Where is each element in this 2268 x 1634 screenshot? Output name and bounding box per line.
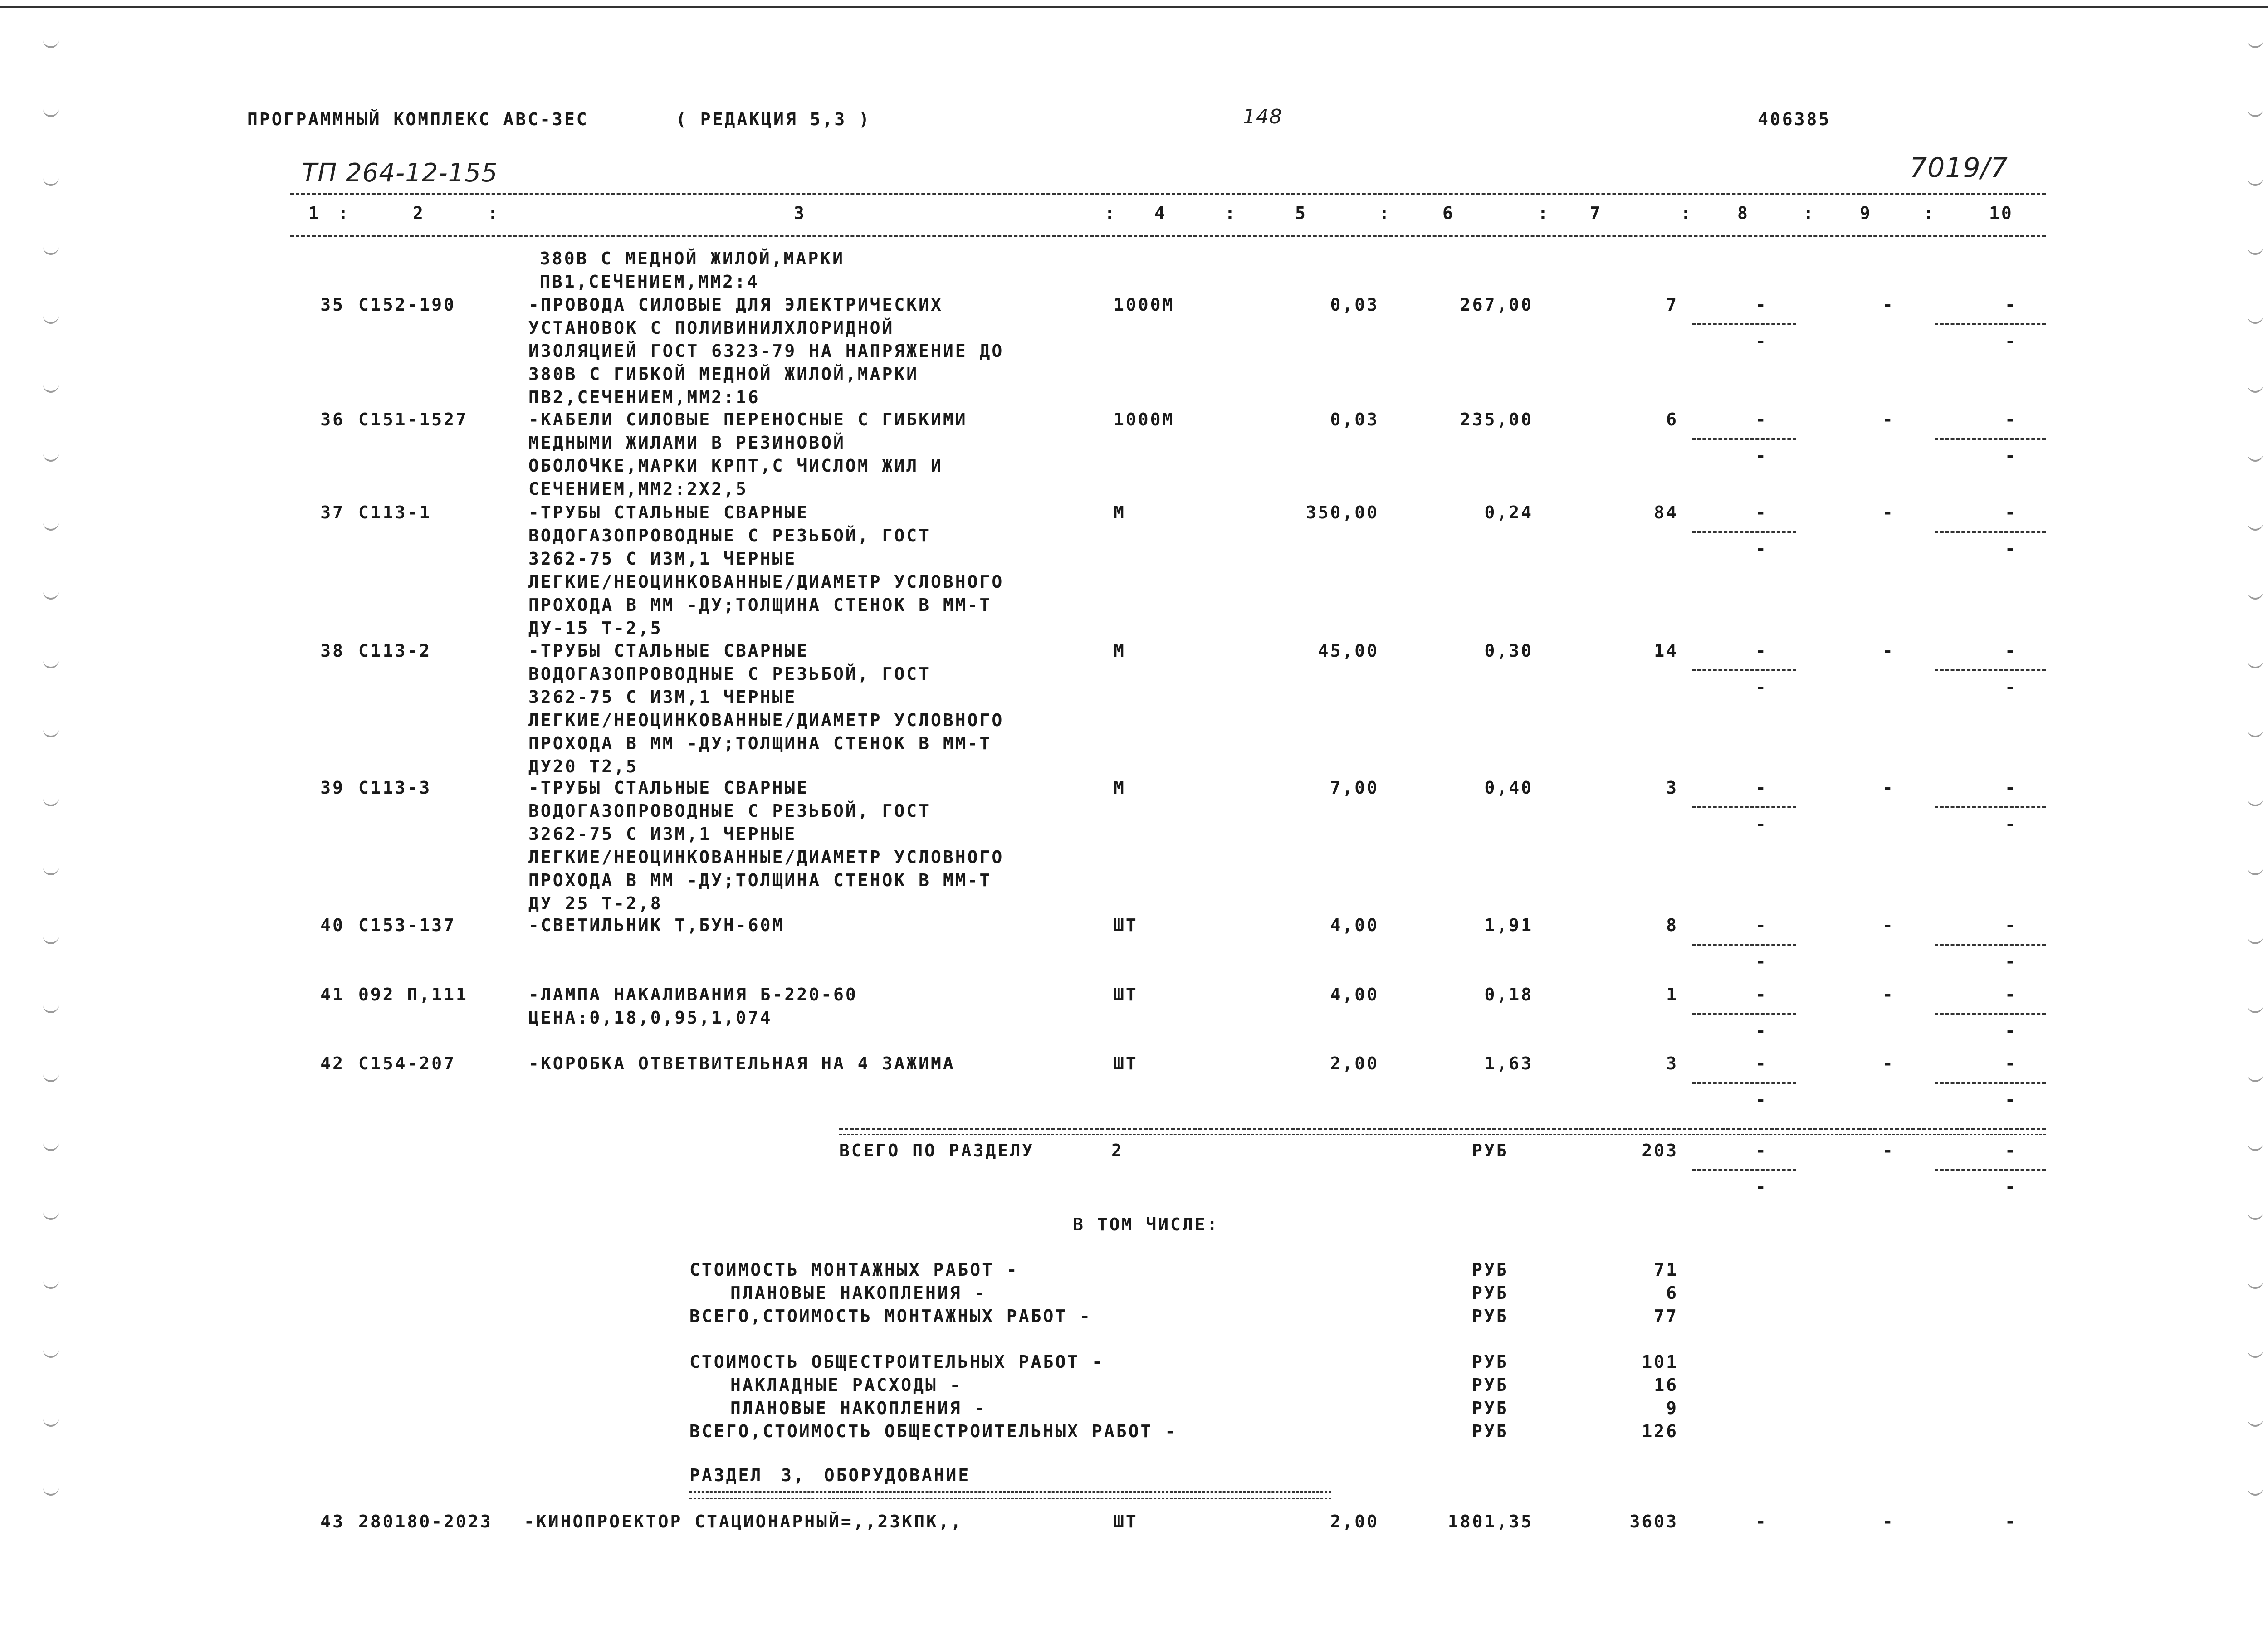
punch-hole — [2248, 588, 2263, 600]
row-col8-rule — [1692, 323, 1796, 325]
row-col9: - — [1882, 778, 1895, 798]
row-description-line: ЛЕГКИЕ/НЕОЦИНКОВАННЫЕ/ДИАМЕТР УСЛОВНОГО — [528, 710, 1004, 730]
punch-hole — [2248, 863, 2263, 875]
row-description-line: -ПРОВОДА СИЛОВЫЕ ДЛЯ ЭЛЕКТРИЧЕСКИХ — [528, 295, 943, 315]
punch-hole — [43, 1001, 59, 1013]
punch-hole — [43, 1208, 59, 1220]
column-3-header: 3 — [794, 203, 806, 223]
summary-value: 6 — [1666, 1283, 1678, 1303]
section-total-section: 2 — [1111, 1141, 1124, 1161]
row-col9: - — [1882, 410, 1895, 429]
row-col10-top: - — [2005, 295, 2017, 315]
column-7-header: 7 — [1590, 203, 1602, 223]
row-col8-top: - — [1755, 502, 1768, 522]
row-col10-top: - — [2005, 502, 2017, 522]
row-description-line: ПРОХОДА В ММ -ДУ;ТОЛЩИНА СТЕНОК В ММ-Т — [528, 870, 992, 890]
edition: ( РЕДАКЦИЯ 5,3 ) — [676, 109, 871, 129]
punch-hole — [43, 105, 59, 117]
row-description-line: 3262-75 С ИЗМ,1 ЧЕРНЫЕ — [528, 687, 797, 707]
row-total: 1 — [1666, 985, 1678, 1005]
row-col8-rule — [1692, 669, 1796, 671]
punch-hole — [43, 381, 59, 393]
row-col8-bottom: - — [1755, 446, 1768, 466]
row-col9: - — [1882, 915, 1895, 935]
punch-hole — [2248, 657, 2263, 668]
section-3-underline — [689, 1491, 1331, 1499]
row-description-line: -КОРОБКА ОТВЕТВИТЕЛЬНАЯ НА 4 ЗАЖИМА — [528, 1054, 955, 1073]
row-col9: - — [1882, 1054, 1895, 1073]
column-separator: : — [338, 203, 350, 223]
row-code: С154-207 — [358, 1054, 456, 1073]
row-description-line: ПРОХОДА В ММ -ДУ;ТОЛЩИНА СТЕНОК В ММ-Т — [528, 595, 992, 615]
punch-hole — [43, 1277, 59, 1289]
row-col8-bottom: - — [1755, 539, 1768, 559]
row-quantity: 45,00 — [1318, 641, 1379, 661]
row-price: 1,91 — [1484, 915, 1533, 935]
row-price: 235,00 — [1460, 410, 1533, 429]
row-number: 38 — [320, 641, 345, 661]
row-price: 267,00 — [1460, 295, 1533, 315]
row-code: С113-1 — [358, 502, 432, 522]
row43-num: 43 — [320, 1512, 345, 1532]
column-10-header: 10 — [1989, 203, 2014, 223]
row-quantity: 4,00 — [1330, 915, 1379, 935]
document-code: 406385 — [1758, 109, 1831, 129]
punch-hole — [2248, 1346, 2263, 1358]
row-total: 3 — [1666, 778, 1678, 798]
row-col10-bottom: - — [2005, 539, 2017, 559]
summary-label: СТОИМОСТЬ ОБЩЕСТРОИТЕЛЬНЫХ РАБОТ - — [689, 1352, 1104, 1372]
summary-label: ПЛАНОВЫЕ НАКОПЛЕНИЯ - — [730, 1398, 987, 1418]
row-total: 84 — [1654, 502, 1678, 522]
punch-hole — [2248, 1001, 2263, 1013]
row-col10-rule — [1935, 438, 2046, 440]
row-total: 14 — [1654, 641, 1678, 661]
row-col10-top: - — [2005, 985, 2017, 1005]
row-col8-top: - — [1755, 641, 1768, 661]
row-description-line: ВОДОГАЗОПРОВОДНЫЕ С РЕЗЬБОЙ, ГОСТ — [528, 801, 931, 821]
punch-hole — [2248, 312, 2263, 324]
row-description-line: -КАБЕЛИ СИЛОВЫЕ ПЕРЕНОСНЫЕ С ГИБКИМИ — [528, 410, 968, 429]
column-separator: : — [488, 203, 500, 223]
punch-hole — [2248, 450, 2263, 462]
row-total: 6 — [1666, 410, 1678, 429]
row-description-line: ДУ-15 Т-2,5 — [528, 618, 663, 638]
row-col8-top: - — [1755, 410, 1768, 429]
row-col10-rule — [1935, 531, 2046, 533]
row-code: С152-190 — [358, 295, 456, 315]
row-number: 42 — [320, 1054, 345, 1073]
punch-hole — [2248, 1484, 2263, 1496]
punch-hole — [43, 1070, 59, 1082]
document-reference: ТП 264-12-155 — [302, 158, 498, 188]
row-description-line: ДУ20 Т2,5 — [528, 756, 638, 776]
punch-hole — [2248, 174, 2263, 186]
row-col9: - — [1882, 985, 1895, 1005]
row-col10-bottom: - — [2005, 446, 2017, 466]
row-number: 35 — [320, 295, 345, 315]
punch-hole — [2248, 243, 2263, 255]
summary-value: 16 — [1654, 1375, 1678, 1395]
row-col8-rule — [1692, 1013, 1796, 1015]
row-number: 37 — [320, 502, 345, 522]
row-price: 0,30 — [1484, 641, 1533, 661]
row-col10-top: - — [2005, 1054, 2017, 1073]
column-separator: : — [1105, 203, 1117, 223]
row-quantity: 4,00 — [1330, 985, 1379, 1005]
row-unit: ШТ — [1114, 915, 1138, 935]
punch-hole — [43, 243, 59, 255]
row43-code: 280180-2023 — [358, 1512, 493, 1532]
column-6-header: 6 — [1442, 203, 1455, 223]
row-col8-top: - — [1755, 1054, 1768, 1073]
section-total-unit: РУБ — [1472, 1141, 1509, 1161]
row-col8-bottom: - — [1755, 1021, 1768, 1041]
row-description-line: -СВЕТИЛЬНИК Т,БУН-60М — [528, 915, 785, 935]
punch-hole — [43, 36, 59, 48]
row43-col9: - — [1882, 1512, 1895, 1532]
summary-unit: РУБ — [1472, 1306, 1509, 1326]
row-description-line: ВОДОГАЗОПРОВОДНЫЕ С РЕЗЬБОЙ, ГОСТ — [528, 526, 931, 546]
row43-desc: -КИНОПРОЕКТОР СТАЦИОНАРНЫЙ=,,23КПК,, — [524, 1512, 963, 1532]
punch-hole — [2248, 726, 2263, 737]
row-description-line: ЦЕНА:0,18,0,95,1,074 — [528, 1008, 772, 1028]
summary-unit: РУБ — [1472, 1283, 1509, 1303]
row-unit: М — [1114, 502, 1126, 522]
row-code: С113-2 — [358, 641, 432, 661]
row-number: 36 — [320, 410, 345, 429]
summary-unit: РУБ — [1472, 1398, 1509, 1418]
sheet-reference: 7019/7 — [1910, 152, 2009, 184]
punch-hole — [2248, 519, 2263, 531]
column-separator: : — [1923, 203, 1936, 223]
row-col10-rule — [1935, 944, 2046, 946]
total-col8-top: - — [1755, 1141, 1768, 1161]
column-5-header: 5 — [1295, 203, 1307, 223]
section-3-title: РАЗДЕЛ 3, ОБОРУДОВАНИЕ — [689, 1465, 971, 1485]
row-col8-bottom: - — [1755, 1090, 1768, 1110]
row-quantity: 0,03 — [1330, 295, 1379, 315]
punch-hole — [2248, 932, 2263, 944]
row-col10-top: - — [2005, 915, 2017, 935]
row-unit: М — [1114, 778, 1126, 798]
row-unit: М — [1114, 641, 1126, 661]
punch-hole — [43, 174, 59, 186]
punch-hole — [43, 1415, 59, 1427]
row-number: 39 — [320, 778, 345, 798]
punch-hole — [2248, 36, 2263, 48]
row-price: 0,40 — [1484, 778, 1533, 798]
row-col10-top: - — [2005, 641, 2017, 661]
summary-value: 77 — [1654, 1306, 1678, 1326]
row-col10-rule — [1935, 669, 2046, 671]
row-col8-bottom: - — [1755, 331, 1768, 351]
row-col8-top: - — [1755, 778, 1768, 798]
row-unit: 1000М — [1114, 410, 1175, 429]
summary-unit: РУБ — [1472, 1352, 1509, 1372]
header-bottom-rule — [290, 235, 2046, 237]
total-rule-2 — [839, 1134, 2046, 1135]
row-col10-rule — [1935, 323, 2046, 325]
punch-hole — [2248, 795, 2263, 806]
summary-label: СТОИМОСТЬ МОНТАЖНЫХ РАБОТ - — [689, 1260, 1019, 1280]
row-total: 3 — [1666, 1054, 1678, 1073]
row-col8-bottom: - — [1755, 814, 1768, 834]
punch-hole — [43, 795, 59, 806]
row-col10-top: - — [2005, 410, 2017, 429]
summary-value: 126 — [1642, 1421, 1678, 1441]
punch-hole — [43, 588, 59, 600]
row43-col8: - — [1755, 1512, 1768, 1532]
row-col8-bottom: - — [1755, 951, 1768, 971]
summary-label: НАКЛАДНЫЕ РАСХОДЫ - — [730, 1375, 962, 1395]
row-description-line: СЕЧЕНИЕМ,ММ2:2Х2,5 — [528, 479, 748, 499]
summary-unit: РУБ — [1472, 1375, 1509, 1395]
row-col10-rule — [1935, 806, 2046, 808]
column-9-header: 9 — [1860, 203, 1872, 223]
column-separator: : — [1538, 203, 1550, 223]
row-col10-bottom: - — [2005, 1021, 2017, 1041]
punch-hole — [2248, 1415, 2263, 1427]
total-col8-bottom: - — [1755, 1177, 1768, 1197]
punch-hole — [2248, 1070, 2263, 1082]
row-code: С153-137 — [358, 915, 456, 935]
row-description-line: МЕДНЫМИ ЖИЛАМИ В РЕЗИНОВОЙ — [528, 433, 846, 453]
punch-hole — [43, 1346, 59, 1358]
row-description-line: ВОДОГАЗОПРОВОДНЫЕ С РЕЗЬБОЙ, ГОСТ — [528, 664, 931, 684]
punch-hole — [43, 932, 59, 944]
punch-hole — [2248, 1208, 2263, 1220]
row-col10-rule — [1935, 1082, 2046, 1084]
row43-total: 3603 — [1629, 1512, 1678, 1532]
total-col10-rule — [1935, 1169, 2046, 1171]
row-col10-rule — [1935, 1013, 2046, 1015]
row-col10-top: - — [2005, 778, 2017, 798]
header-top-rule — [290, 193, 2046, 195]
row43-col10: - — [2005, 1512, 2017, 1532]
row-quantity: 0,03 — [1330, 410, 1379, 429]
punch-hole — [2248, 1277, 2263, 1289]
total-col9: - — [1882, 1141, 1895, 1161]
row-description-line: ОБОЛОЧКЕ,МАРКИ КРПТ,С ЧИСЛОМ ЖИЛ И — [528, 456, 943, 476]
column-separator: : — [1681, 203, 1693, 223]
column-2-header: 2 — [413, 203, 425, 223]
punch-hole — [43, 1139, 59, 1151]
punch-hole — [43, 863, 59, 875]
row-quantity: 350,00 — [1305, 502, 1379, 522]
column-8-header: 8 — [1737, 203, 1750, 223]
summary-label: ПЛАНОВЫЕ НАКОПЛЕНИЯ - — [730, 1283, 987, 1303]
row-col10-bottom: - — [2005, 331, 2017, 351]
row-description-line: ПВ2,СЕЧЕНИЕМ,ММ2:16 — [528, 387, 760, 407]
top-edge-line — [0, 6, 2268, 8]
row-description-line: -ТРУБЫ СТАЛЬНЫЕ СВАРНЫЕ — [528, 641, 809, 661]
row-unit: ШТ — [1114, 1054, 1138, 1073]
row-number: 41 — [320, 985, 345, 1005]
row-description-line: ИЗОЛЯЦИЕЙ ГОСТ 6323-79 НА НАПРЯЖЕНИЕ ДО — [528, 341, 1004, 361]
row-total: 8 — [1666, 915, 1678, 935]
prev-line-2: ПВ1,СЕЧЕНИЕМ,ММ2:4 — [540, 272, 759, 292]
prev-line-1: 380В С МЕДНОЙ ЖИЛОЙ,МАРКИ — [540, 249, 845, 268]
row-unit: 1000М — [1114, 295, 1175, 315]
row-col8-rule — [1692, 1082, 1796, 1084]
column-1-header: 1 — [308, 203, 321, 223]
row-description-line: ПРОХОДА В ММ -ДУ;ТОЛЩИНА СТЕНОК В ММ-Т — [528, 733, 992, 753]
row-description-line: ЛЕГКИЕ/НЕОЦИНКОВАННЫЕ/ДИАМЕТР УСЛОВНОГО — [528, 572, 1004, 592]
row-description-line: -ТРУБЫ СТАЛЬНЫЕ СВАРНЫЕ — [528, 778, 809, 798]
total-col8-rule — [1692, 1169, 1796, 1171]
summary-value: 101 — [1642, 1352, 1678, 1372]
row-col8-top: - — [1755, 985, 1768, 1005]
punch-hole — [43, 726, 59, 737]
row-description-line: -ТРУБЫ СТАЛЬНЫЕ СВАРНЫЕ — [528, 502, 809, 522]
summary-unit: РУБ — [1472, 1260, 1509, 1280]
summary-unit: РУБ — [1472, 1421, 1509, 1441]
row-description-line: 3262-75 С ИЗМ,1 ЧЕРНЫЕ — [528, 549, 797, 569]
row-col10-bottom: - — [2005, 951, 2017, 971]
summary-value: 71 — [1654, 1260, 1678, 1280]
section-total-label: ВСЕГО ПО РАЗДЕЛУ — [839, 1141, 1035, 1161]
row-col10-bottom: - — [2005, 677, 2017, 697]
column-separator: : — [1379, 203, 1391, 223]
program-name: ПРОГРАММНЫЙ КОМПЛЕКС АВС-ЗЕС — [247, 109, 589, 129]
section-total-value: 203 — [1642, 1141, 1678, 1161]
punch-hole — [2248, 1139, 2263, 1151]
row-price: 1,63 — [1484, 1054, 1533, 1073]
row-col10-bottom: - — [2005, 814, 2017, 834]
row-col8-rule — [1692, 531, 1796, 533]
row-description-line: ДУ 25 Т-2,8 — [528, 893, 663, 913]
punch-hole — [43, 312, 59, 324]
punch-hole — [43, 1484, 59, 1496]
punch-hole — [43, 657, 59, 668]
row-description-line: 3262-75 С ИЗМ,1 ЧЕРНЫЕ — [528, 824, 797, 844]
punch-hole — [43, 519, 59, 531]
punch-hole — [43, 450, 59, 462]
row-description-line: -ЛАМПА НАКАЛИВАНИЯ Б-220-60 — [528, 985, 858, 1005]
row-quantity: 7,00 — [1330, 778, 1379, 798]
row-col9: - — [1882, 641, 1895, 661]
column-4-header: 4 — [1154, 203, 1167, 223]
total-col10-bottom: - — [2005, 1177, 2017, 1197]
row-description-line: ЛЕГКИЕ/НЕОЦИНКОВАННЫЕ/ДИАМЕТР УСЛОВНОГО — [528, 847, 1004, 867]
row43-qty: 2,00 — [1330, 1512, 1379, 1532]
row-col9: - — [1882, 295, 1895, 315]
row-col10-bottom: - — [2005, 1090, 2017, 1110]
row-unit: ШТ — [1114, 985, 1138, 1005]
row-col8-rule — [1692, 438, 1796, 440]
punch-hole — [2248, 105, 2263, 117]
summary-label: ВСЕГО,СТОИМОСТЬ МОНТАЖНЫХ РАБОТ - — [689, 1306, 1092, 1326]
row-col8-rule — [1692, 944, 1796, 946]
total-rule — [839, 1128, 2046, 1130]
row43-price: 1801,35 — [1447, 1512, 1533, 1532]
row-number: 40 — [320, 915, 345, 935]
row-quantity: 2,00 — [1330, 1054, 1379, 1073]
page-number: 148 — [1243, 105, 1282, 128]
row-code: С151-1527 — [358, 410, 468, 429]
row-col8-bottom: - — [1755, 677, 1768, 697]
row-description-line: УСТАНОВОК С ПОЛИВИНИЛХЛОРИДНОЙ — [528, 318, 894, 338]
punch-hole — [2248, 381, 2263, 393]
including-label: В ТОМ ЧИСЛЕ: — [1073, 1215, 1219, 1234]
row43-unit: ШТ — [1114, 1512, 1138, 1532]
row-price: 0,24 — [1484, 502, 1533, 522]
row-col8-rule — [1692, 806, 1796, 808]
summary-label: ВСЕГО,СТОИМОСТЬ ОБЩЕСТРОИТЕЛЬНЫХ РАБОТ - — [689, 1421, 1178, 1441]
row-description-line: 380В С ГИБКОЙ МЕДНОЙ ЖИЛОЙ,МАРКИ — [528, 364, 919, 384]
column-separator: : — [1225, 203, 1237, 223]
row-col8-top: - — [1755, 915, 1768, 935]
row-total: 7 — [1666, 295, 1678, 315]
row-price: 0,18 — [1484, 985, 1533, 1005]
row-code: 092 П,111 — [358, 985, 468, 1005]
summary-value: 9 — [1666, 1398, 1678, 1418]
row-col8-top: - — [1755, 295, 1768, 315]
total-col10-top: - — [2005, 1141, 2017, 1161]
column-separator: : — [1803, 203, 1815, 223]
row-col9: - — [1882, 502, 1895, 522]
row-code: С113-3 — [358, 778, 432, 798]
